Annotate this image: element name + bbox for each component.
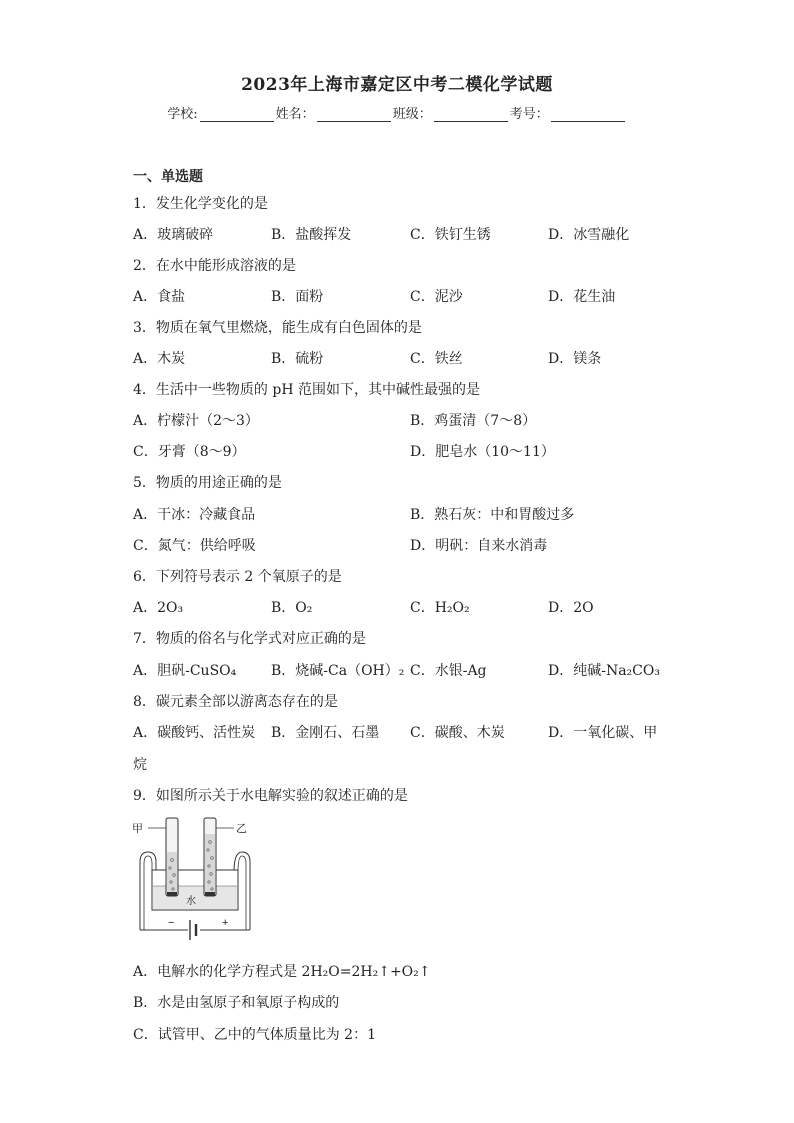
label-jia: 甲 (132, 823, 143, 835)
option-d[interactable]: D．冰雪融化 (548, 227, 630, 243)
school-blank[interactable] (200, 107, 274, 122)
option-a[interactable]: A．干冰：冷藏食品 (133, 507, 256, 523)
electrode-right (205, 892, 215, 896)
option-a[interactable]: A．2O₃ (133, 600, 184, 616)
option-b[interactable]: B．烧碱-Ca（OH）₂ (271, 663, 405, 679)
option-d-continuation: 烷 (133, 757, 147, 773)
question-stem: 2．在水中能形成溶液的是 (133, 258, 296, 274)
class-blank[interactable] (434, 107, 508, 122)
option-c[interactable]: C．水银-Ag (410, 663, 487, 679)
name-blank[interactable] (317, 107, 391, 122)
label-plus: + (222, 917, 229, 929)
question-stem: 5．物质的用途正确的是 (133, 475, 282, 491)
class-label: 班级： (392, 107, 432, 122)
option-a[interactable]: A．柠檬汁（2～3） (133, 413, 259, 429)
label-minus: − (168, 917, 175, 929)
option-a[interactable]: A．胆矾-CuSO₄ (133, 663, 237, 679)
option-c[interactable]: C．氮气：供给呼吸 (133, 538, 256, 554)
label-water: 水 (186, 896, 196, 907)
question-stem: 9．如图所示关于水电解实验的叙述正确的是 (133, 788, 408, 804)
option-d[interactable]: D．纯碱-Na₂CO₃ (548, 663, 660, 679)
label-yi: 乙 (236, 823, 247, 835)
option-c[interactable]: C．铁钉生锈 (410, 227, 491, 243)
option-a[interactable]: A．碳酸钙、活性炭 (133, 725, 256, 741)
section-heading: 一、单选题 (133, 169, 203, 185)
option-a[interactable]: A．木炭 (133, 351, 186, 367)
right-wire-inner (238, 856, 246, 930)
question-stem: 1．发生化学变化的是 (133, 196, 268, 212)
electrode-left (167, 892, 177, 896)
electrolysis-diagram (130, 812, 260, 952)
option-d[interactable]: D．2O (548, 600, 594, 616)
page-title: 2023年上海市嘉定区中考二模化学试题 (241, 75, 553, 95)
option-b[interactable]: B．熟石灰：中和胃酸过多 (410, 507, 575, 523)
option-a[interactable]: A．电解水的化学方程式是 2H₂O=2H₂↑+O₂↑ (133, 964, 431, 980)
name-label: 姓名： (275, 107, 315, 122)
exam-no-blank[interactable] (551, 107, 625, 122)
option-b[interactable]: B．水是由氢原子和氧原子构成的 (133, 995, 340, 1011)
option-b[interactable]: B．面粉 (271, 289, 324, 305)
question-stem: 4．生活中一些物质的 pH 范围如下，其中碱性最强的是 (133, 382, 480, 398)
option-b[interactable]: B．盐酸挥发 (271, 227, 352, 243)
question-stem: 8．碳元素全部以游离态存在的是 (133, 694, 338, 710)
option-d[interactable]: D．花生油 (548, 289, 616, 305)
option-b[interactable]: B．鸡蛋清（7～8） (410, 413, 537, 429)
option-c[interactable]: C．碳酸、木炭 (410, 725, 505, 741)
exam-no-label: 考号： (509, 107, 549, 122)
option-d[interactable]: D．镁条 (548, 351, 602, 367)
option-b[interactable]: B．金刚石、石墨 (271, 725, 380, 741)
option-d[interactable]: D．一氧化碳、甲 (548, 725, 658, 741)
option-c[interactable]: C．铁丝 (410, 351, 463, 367)
student-info-line (0, 103, 794, 122)
option-d[interactable]: D．肥皂水（10～11） (410, 444, 555, 460)
question-stem: 7．物质的俗名与化学式对应正确的是 (133, 631, 366, 647)
option-c[interactable]: C．牙膏（8～9） (133, 444, 246, 460)
option-b[interactable]: B．O₂ (271, 600, 313, 616)
school-label: 学校: (167, 107, 198, 122)
left-wire-inner (144, 856, 152, 930)
question-stem: 3．物质在氧气里燃烧，能生成有白色固体的是 (133, 320, 422, 336)
option-b[interactable]: B．硫粉 (271, 351, 324, 367)
option-a[interactable]: A．食盐 (133, 289, 186, 305)
question-stem: 6．下列符号表示 2 个氧原子的是 (133, 569, 342, 585)
option-c[interactable]: C．H₂O₂ (410, 600, 470, 616)
option-a[interactable]: A．玻璃破碎 (133, 227, 214, 243)
option-c[interactable]: C．试管甲、乙中的气体质量比为 2：1 (133, 1027, 376, 1043)
option-c[interactable]: C．泥沙 (410, 289, 463, 305)
option-d[interactable]: D．明矾：自来水消毒 (410, 538, 548, 554)
